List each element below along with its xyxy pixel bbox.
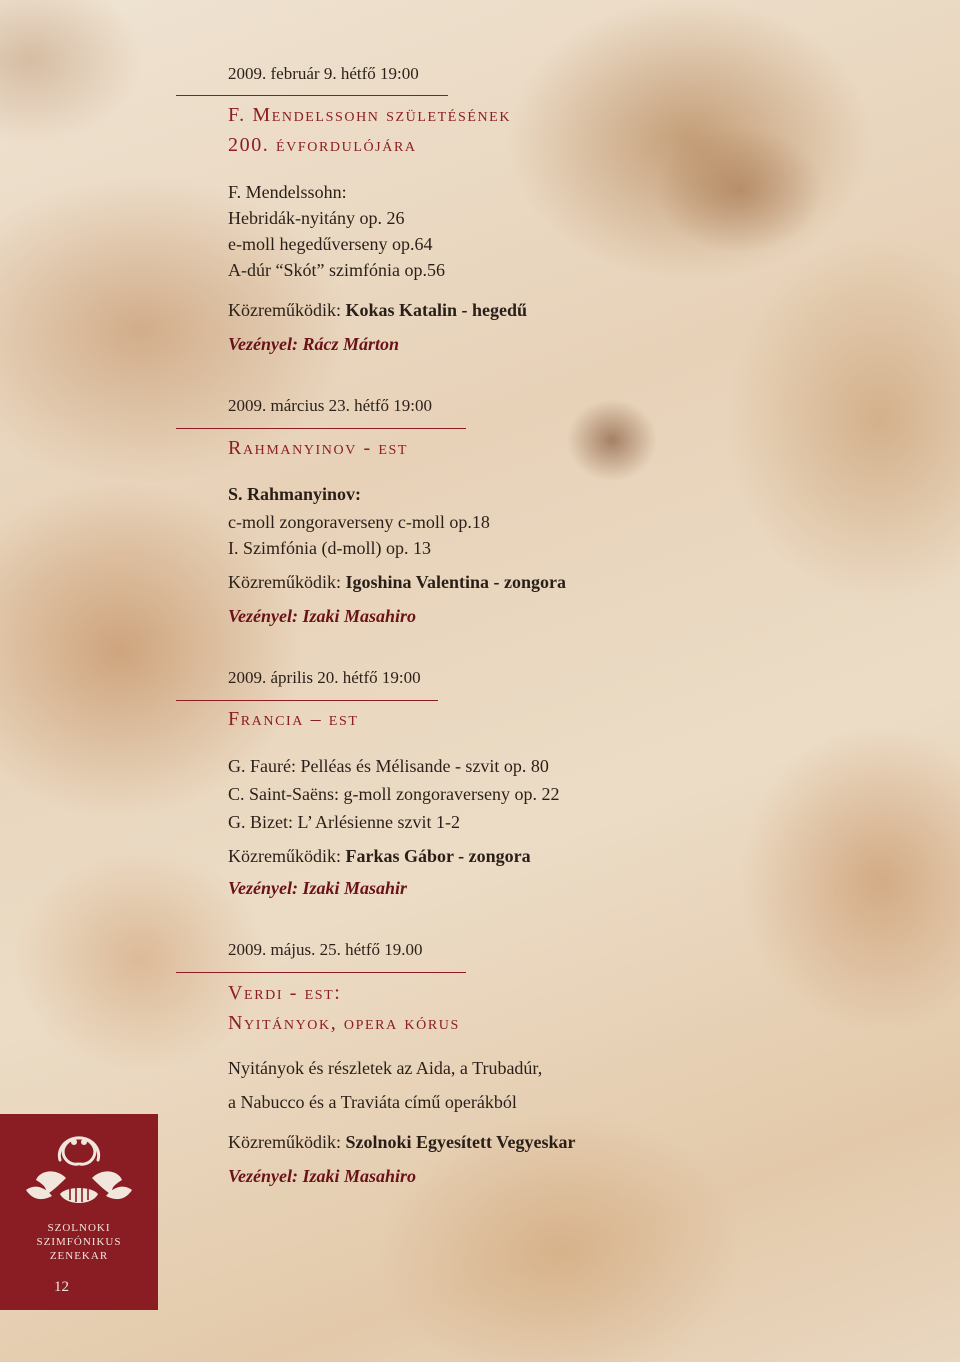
performer-name: Szolnoki Egyesített Vegyeskar [345,1132,576,1152]
program-composer: F. Mendelssohn: [228,182,347,202]
logo-text-line: ZENEKAR [49,1250,109,1262]
performer-name: Igoshina Valentina - zongora [345,572,567,592]
performer-line [228,846,531,867]
logo-text-line: SZIMFÓNIKUS [36,1236,122,1248]
program-work: a Nabucco és a Traviáta című operákból [228,1092,517,1112]
program-work: G. Fauré: Pelléas és Mélisande - szvit op. 80 [228,756,549,776]
concert-date: 2009. április 20. hétfő 19:00 [228,668,421,687]
program-work: G. Bizet: L’ Arlésienne szvit 1-2 [228,812,460,832]
conductor-line: Vezényel: Izaki Masahiro [228,1166,417,1186]
program-work: C. Saint-Saëns: g-moll zongoraverseny op. 22 [228,784,560,804]
program-work: I. Szimfónia (d-moll) op. 13 [228,538,431,558]
swan-harp-emblem-icon [0,1120,158,1220]
performer-label: Közreműködik: [228,1132,341,1152]
performer-line [228,572,566,593]
performer-name: Farkas Gábor - zongora [345,846,531,866]
performer-label: Közreműködik: [228,572,341,592]
concert-date: 2009. május. 25. hétfő 19.00 [228,940,423,959]
page-number: 12 [54,1279,69,1295]
performer-line [228,300,527,321]
performer-label: Közreműködik: [228,300,341,320]
concert-title: Rahmanyinov - est [228,437,409,459]
divider-line [176,972,466,973]
logo-text-line: SZOLNOKI [47,1222,111,1234]
orchestra-logo-panel [0,1114,158,1310]
divider-line [176,428,466,429]
concert-title: Francia – est [228,708,359,730]
divider-line [176,700,438,701]
program-work: e-moll hegedűverseny op.64 [228,234,433,254]
program-work: A-dúr “Skót” szimfónia op.56 [228,260,445,280]
performer-line [228,1132,576,1153]
program-composer: S. Rahmanyinov: [228,484,362,504]
concert-title: 200. évfordulójára [228,134,417,156]
concert-date: 2009. február 9. hétfő 19:00 [228,64,419,83]
program-work: c-moll zongoraverseny c-moll op.18 [228,512,490,532]
conductor-line: Vezényel: Izaki Masahiro [228,606,417,626]
concert-title: Verdi - est: [228,982,342,1004]
concert-date: 2009. március 23. hétfő 19:00 [228,396,432,415]
concert-title: Nyitányok, opera kórus [228,1012,460,1034]
program-work: Nyitányok és részletek az Aida, a Trubadúr, [228,1058,543,1078]
divider-line [176,95,448,96]
program-work: Hebridák-nyitány op. 26 [228,208,405,228]
concert-title: F. Mendelssohn születésének [228,104,512,126]
performer-label: Közreműködik: [228,846,341,866]
conductor-line: Vezényel: Rácz Márton [228,334,399,354]
performer-name: Kokas Katalin - hegedű [345,300,528,320]
conductor-line: Vezényel: Izaki Masahir [228,878,408,898]
